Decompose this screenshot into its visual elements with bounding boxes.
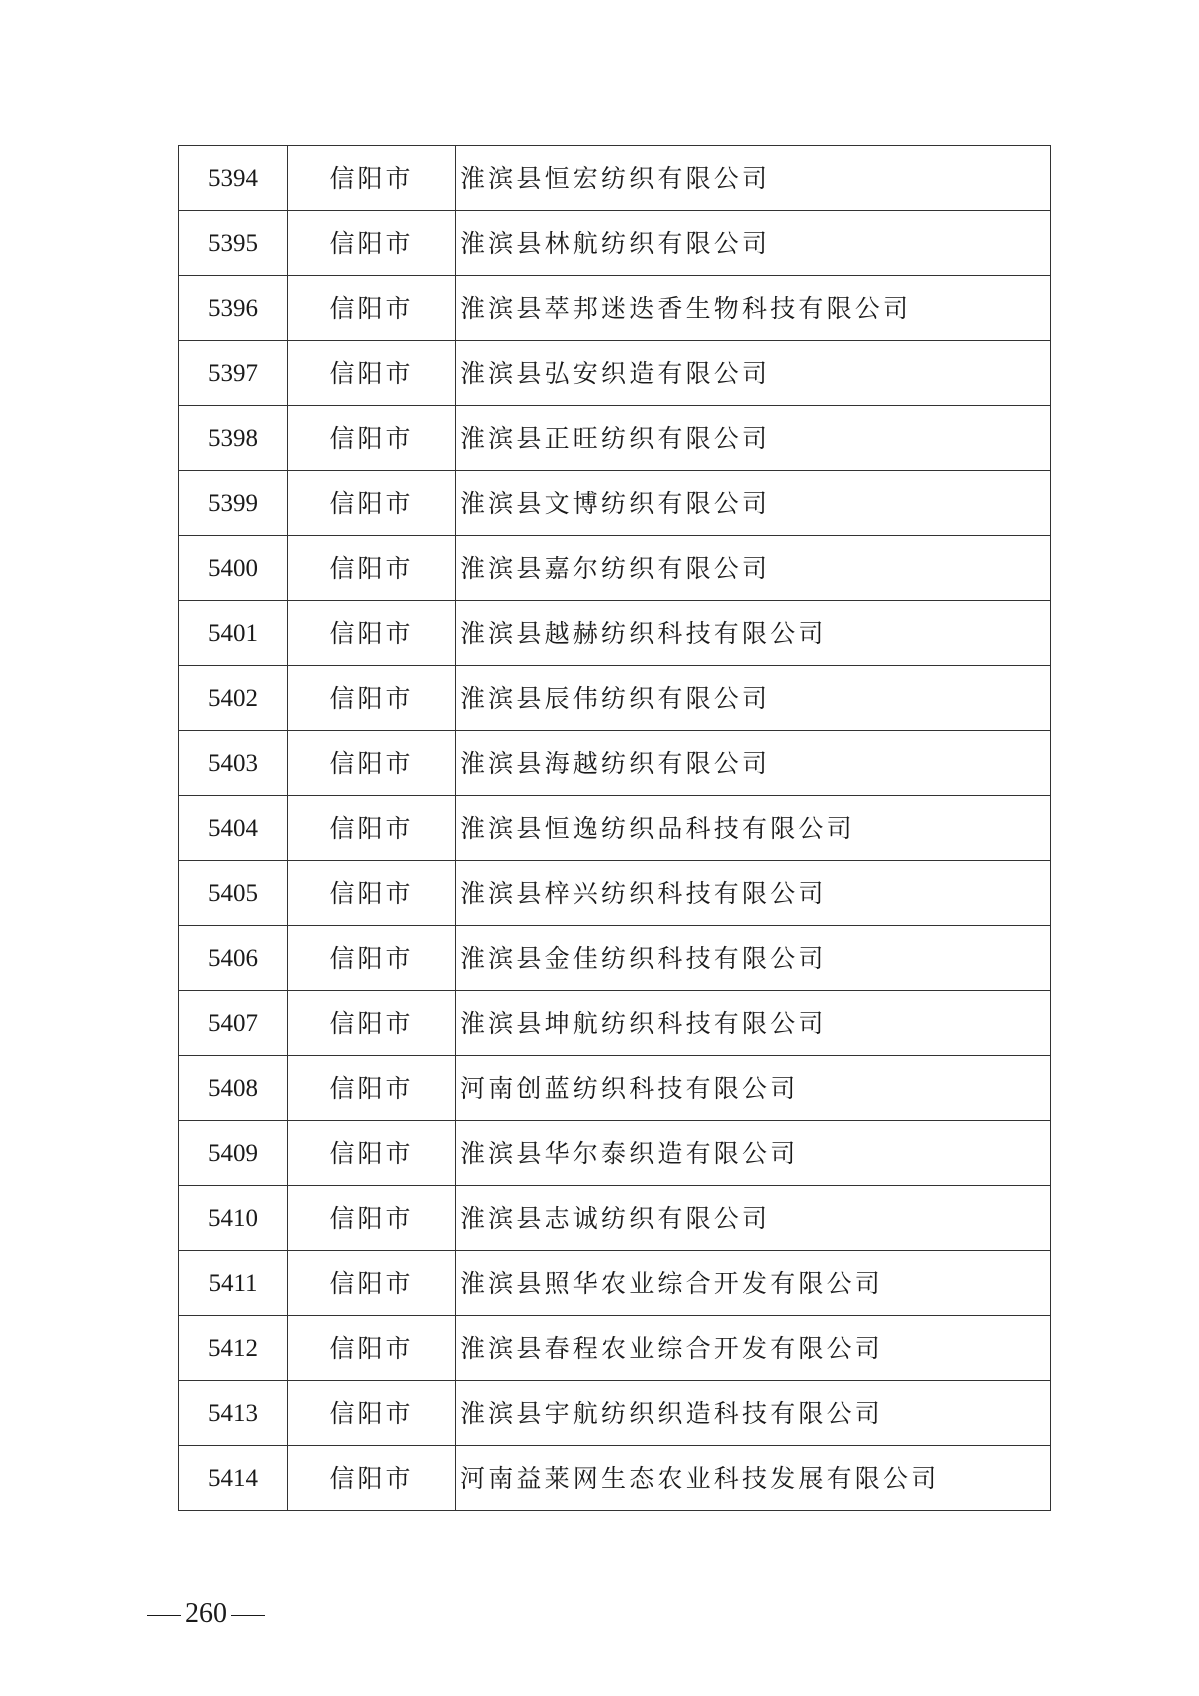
company-name-cell: 淮滨县华尔泰织造有限公司 [456, 1121, 1051, 1186]
city-cell: 信阳市 [288, 406, 456, 471]
table-row [179, 861, 1051, 926]
table-row [179, 341, 1051, 406]
row-number-cell: 5398 [179, 406, 288, 471]
company-table-body [179, 146, 1051, 1511]
table-row [179, 406, 1051, 471]
company-name-cell: 淮滨县金佳纺织科技有限公司 [456, 926, 1051, 991]
table-row [179, 276, 1051, 341]
company-name-cell: 河南创蓝纺织科技有限公司 [456, 1056, 1051, 1121]
city-cell: 信阳市 [288, 1251, 456, 1316]
company-name-cell: 淮滨县萃邦迷迭香生物科技有限公司 [456, 276, 1051, 341]
row-number-cell: 5411 [179, 1251, 288, 1316]
table-row [179, 1446, 1051, 1511]
company-name-cell: 淮滨县越赫纺织科技有限公司 [456, 601, 1051, 666]
city-cell: 信阳市 [288, 926, 456, 991]
page-number [143, 1598, 269, 1630]
company-name-cell: 淮滨县照华农业综合开发有限公司 [456, 1251, 1051, 1316]
company-name-cell: 淮滨县正旺纺织有限公司 [456, 406, 1051, 471]
table-row [179, 926, 1051, 991]
table-row [179, 796, 1051, 861]
city-cell: 信阳市 [288, 211, 456, 276]
city-cell: 信阳市 [288, 1316, 456, 1381]
company-name-cell: 淮滨县志诚纺织有限公司 [456, 1186, 1051, 1251]
table-row [179, 146, 1051, 211]
table-row [179, 991, 1051, 1056]
company-name-cell: 淮滨县弘安织造有限公司 [456, 341, 1051, 406]
company-name-cell: 淮滨县恒宏纺织有限公司 [456, 146, 1051, 211]
company-name-cell: 河南益莱网生态农业科技发展有限公司 [456, 1446, 1051, 1511]
company-name-cell: 淮滨县海越纺织有限公司 [456, 731, 1051, 796]
company-name-cell: 淮滨县宇航纺织织造科技有限公司 [456, 1381, 1051, 1446]
company-name-cell: 淮滨县恒逸纺织品科技有限公司 [456, 796, 1051, 861]
city-cell: 信阳市 [288, 601, 456, 666]
row-number-cell: 5414 [179, 1446, 288, 1511]
city-cell: 信阳市 [288, 1381, 456, 1446]
city-cell: 信阳市 [288, 796, 456, 861]
row-number-cell: 5405 [179, 861, 288, 926]
table-row [179, 1251, 1051, 1316]
company-name-cell: 淮滨县文博纺织有限公司 [456, 471, 1051, 536]
company-name-cell: 淮滨县春程农业综合开发有限公司 [456, 1316, 1051, 1381]
table-row [179, 536, 1051, 601]
city-cell: 信阳市 [288, 666, 456, 731]
row-number-cell: 5413 [179, 1381, 288, 1446]
city-cell: 信阳市 [288, 276, 456, 341]
company-table [178, 145, 1051, 1511]
right-dash [231, 1615, 265, 1616]
city-cell: 信阳市 [288, 341, 456, 406]
row-number-cell: 5401 [179, 601, 288, 666]
row-number-cell: 5396 [179, 276, 288, 341]
company-name-cell: 淮滨县梓兴纺织科技有限公司 [456, 861, 1051, 926]
row-number-cell: 5402 [179, 666, 288, 731]
city-cell: 信阳市 [288, 146, 456, 211]
table-row [179, 1056, 1051, 1121]
row-number-cell: 5410 [179, 1186, 288, 1251]
table-row [179, 1121, 1051, 1186]
table-row [179, 471, 1051, 536]
table-row [179, 1186, 1051, 1251]
row-number-cell: 5408 [179, 1056, 288, 1121]
city-cell: 信阳市 [288, 1446, 456, 1511]
row-number-cell: 5406 [179, 926, 288, 991]
city-cell: 信阳市 [288, 1121, 456, 1186]
page-number-value: 260 [185, 1598, 227, 1629]
row-number-cell: 5397 [179, 341, 288, 406]
table-row [179, 1381, 1051, 1446]
row-number-cell: 5412 [179, 1316, 288, 1381]
left-dash [147, 1615, 181, 1616]
company-name-cell: 淮滨县辰伟纺织有限公司 [456, 666, 1051, 731]
row-number-cell: 5399 [179, 471, 288, 536]
table-row [179, 601, 1051, 666]
city-cell: 信阳市 [288, 536, 456, 601]
table-row [179, 1316, 1051, 1381]
company-name-cell: 淮滨县嘉尔纺织有限公司 [456, 536, 1051, 601]
city-cell: 信阳市 [288, 861, 456, 926]
row-number-cell: 5395 [179, 211, 288, 276]
table-row [179, 666, 1051, 731]
table-row [179, 211, 1051, 276]
row-number-cell: 5409 [179, 1121, 288, 1186]
company-name-cell: 淮滨县坤航纺织科技有限公司 [456, 991, 1051, 1056]
row-number-cell: 5404 [179, 796, 288, 861]
row-number-cell: 5394 [179, 146, 288, 211]
city-cell: 信阳市 [288, 471, 456, 536]
table-row [179, 731, 1051, 796]
city-cell: 信阳市 [288, 1056, 456, 1121]
city-cell: 信阳市 [288, 731, 456, 796]
row-number-cell: 5407 [179, 991, 288, 1056]
row-number-cell: 5403 [179, 731, 288, 796]
company-name-cell: 淮滨县林航纺织有限公司 [456, 211, 1051, 276]
city-cell: 信阳市 [288, 991, 456, 1056]
city-cell: 信阳市 [288, 1186, 456, 1251]
row-number-cell: 5400 [179, 536, 288, 601]
